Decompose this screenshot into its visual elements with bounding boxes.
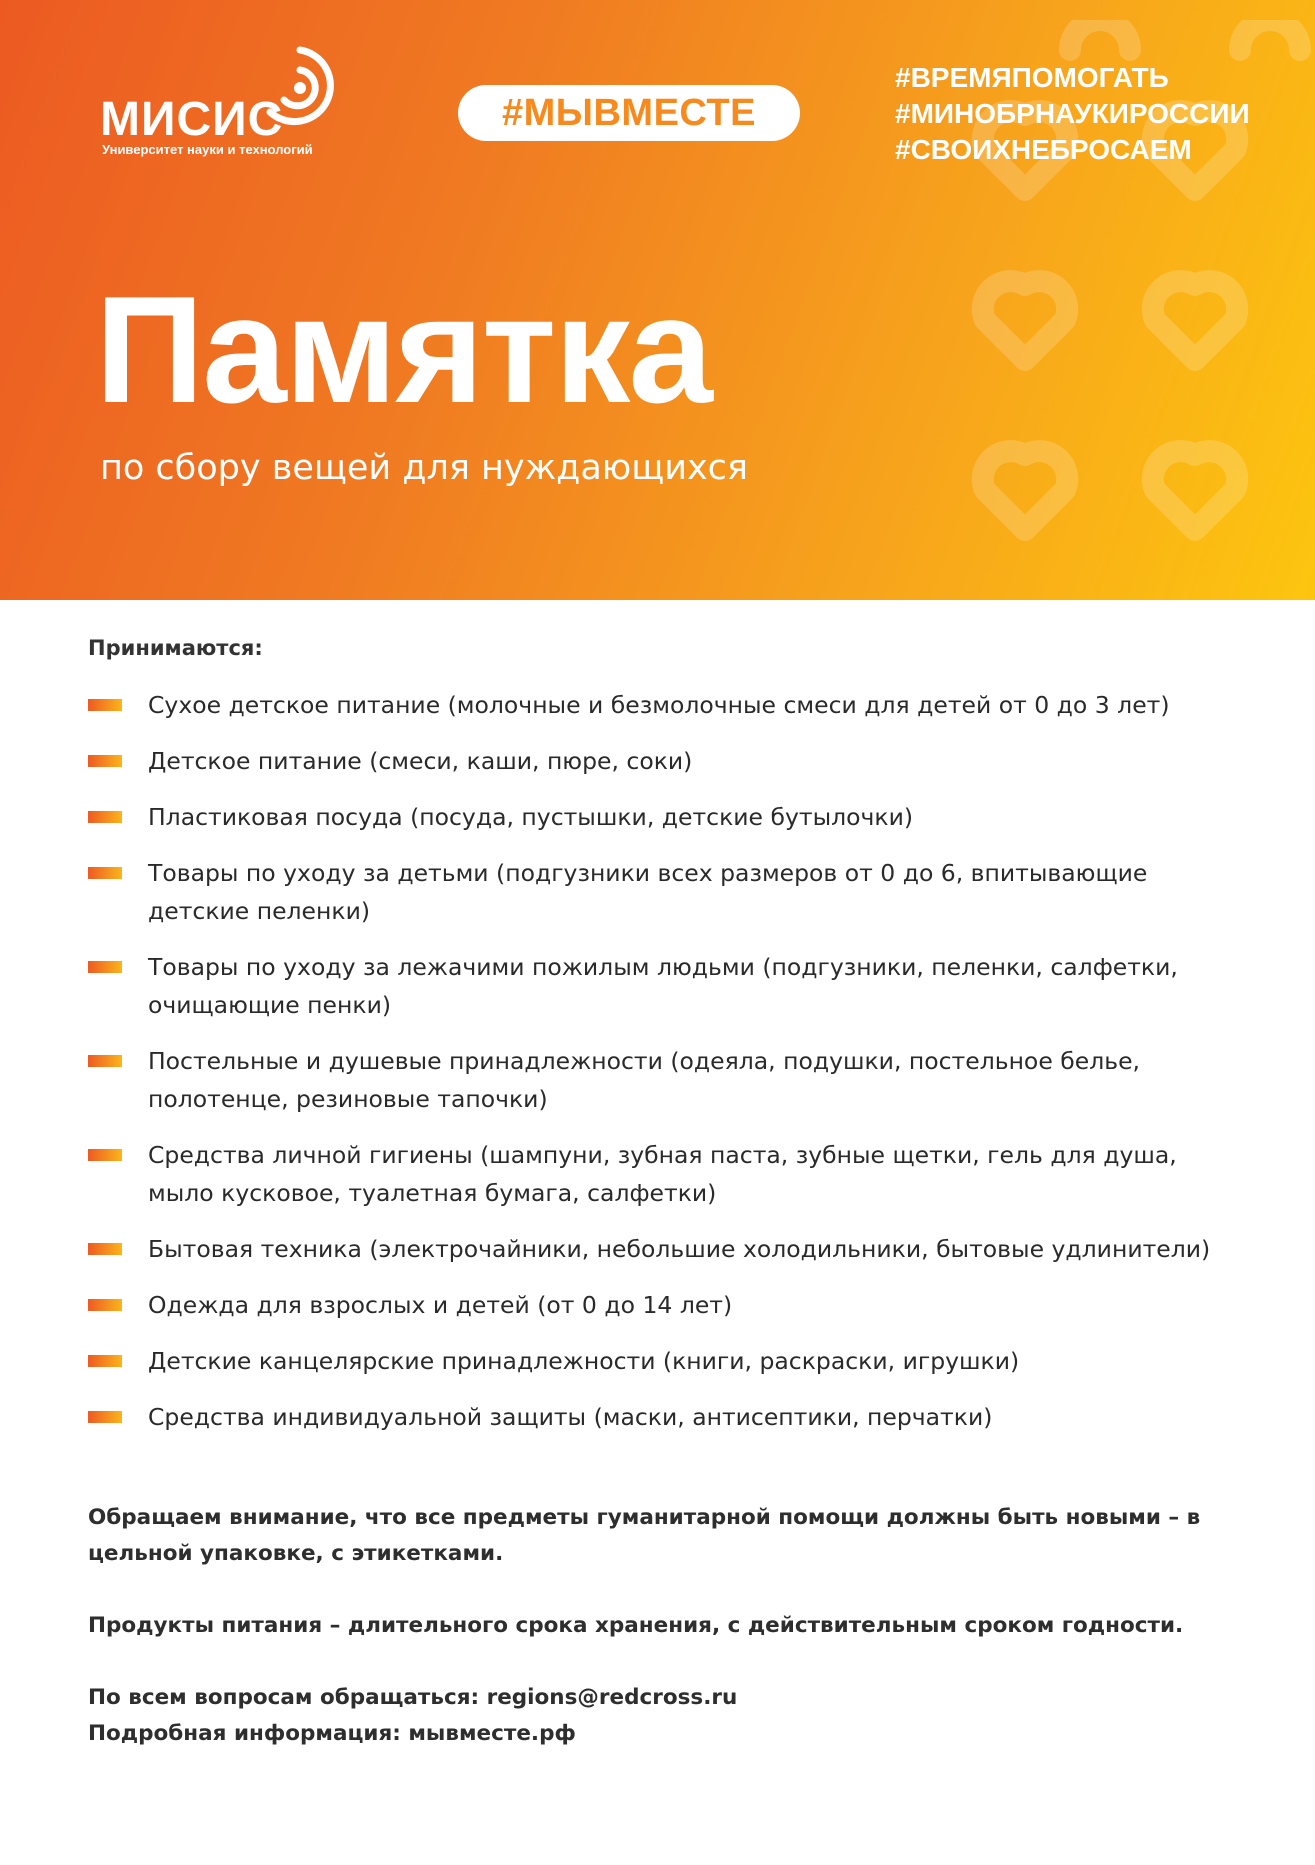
list-item-text: Средства личной гигиены (шампуни, зубная паста, зубные щетки, гель для душа, мыло кусковое, туалетная бумага, салфетки) (148, 1141, 1177, 1207)
hashtag[interactable]: #ВРЕМЯПОМОГАТЬ (895, 62, 1169, 93)
bullet-icon (88, 1055, 122, 1067)
bullet-icon (88, 1243, 122, 1255)
list-item (88, 1136, 1248, 1212)
bullet-icon (88, 1355, 122, 1367)
list-item (88, 1342, 1248, 1380)
bullet-icon (88, 1299, 122, 1311)
list-item-text: Сухое детское питание (молочные и безмолочные смеси для детей от 0 до 3 лет) (148, 691, 1170, 719)
header-banner (0, 0, 1315, 600)
list-item-text: Одежда для взрослых и детей (от 0 до 14 лет) (148, 1291, 733, 1319)
list-item (88, 948, 1248, 1024)
contact-email[interactable]: По всем вопросам обращаться: regions@redcross.ru (88, 1685, 738, 1710)
list-item-text: Бытовая техника (электрочайники, небольшие холодильники, бытовые удлинители) (148, 1235, 1211, 1263)
list-item (88, 1042, 1248, 1118)
list-item (88, 1230, 1248, 1268)
bullet-icon (88, 699, 122, 711)
info-link[interactable]: Подробная информация: мывместе.рф (88, 1721, 576, 1746)
list-item (88, 854, 1248, 930)
hashtag-list (895, 60, 1295, 168)
list-item (88, 742, 1248, 780)
hashtag[interactable]: #СВОИХНЕБРОСАЕМ (895, 134, 1192, 165)
list-item-text: Детское питание (смеси, каши, пюре, соки) (148, 747, 693, 775)
note-food: Продукты питания – длительного срока хранения, с действительным сроком годности. (88, 1613, 1184, 1638)
list-item-text: Средства индивидуальной защиты (маски, антисептики, перчатки) (148, 1403, 993, 1431)
bullet-icon (88, 1411, 122, 1423)
accepted-section (88, 636, 1248, 1454)
bullet-icon (88, 1149, 122, 1161)
list-item (88, 1286, 1248, 1324)
list-item (88, 1398, 1248, 1436)
list-item-text: Товары по уходу за лежачими пожилым людьми (подгузники, пеленки, салфетки, очищающие пенки) (148, 953, 1178, 1019)
page-title: Памятка (95, 265, 711, 435)
note-new-items: Обращаем внимание, что все предметы гуманитарной помощи должны быть новыми – в цельной упаковке, с этикетками. (88, 1505, 1201, 1566)
misis-logo[interactable] (100, 42, 340, 162)
list-item-text: Детские канцелярские принадлежности (книги, раскраски, игрушки) (148, 1347, 1020, 1375)
hashtag[interactable]: #МИНОБРНАУКИРОССИИ (895, 98, 1250, 129)
list-item-text: Пластиковая посуда (посуда, пустышки, детские бутылочки) (148, 803, 914, 831)
list-item-text: Постельные и душевые принадлежности (одеяла, подушки, постельное белье, полотенце, резиновые тапочки) (148, 1047, 1140, 1113)
list-item (88, 686, 1248, 724)
list-item-text: Товары по уходу за детьми (подгузники всех размеров от 0 до 6, впитывающие детские пеленки) (148, 859, 1148, 925)
logo-name: МИСИС (100, 93, 284, 146)
accepted-list (88, 686, 1248, 1436)
bullet-icon (88, 867, 122, 879)
page-subtitle: по сбору вещей для нуждающихся (100, 448, 748, 488)
notes-section (88, 1500, 1248, 1752)
accepted-heading: Принимаются: (88, 636, 263, 660)
bullet-icon (88, 961, 122, 973)
bullet-icon (88, 755, 122, 767)
bullet-icon (88, 811, 122, 823)
campaign-tag: #МЫВМЕСТЕ (458, 85, 800, 141)
list-item (88, 798, 1248, 836)
logo-subtitle: Университет науки и технологий (102, 142, 313, 157)
